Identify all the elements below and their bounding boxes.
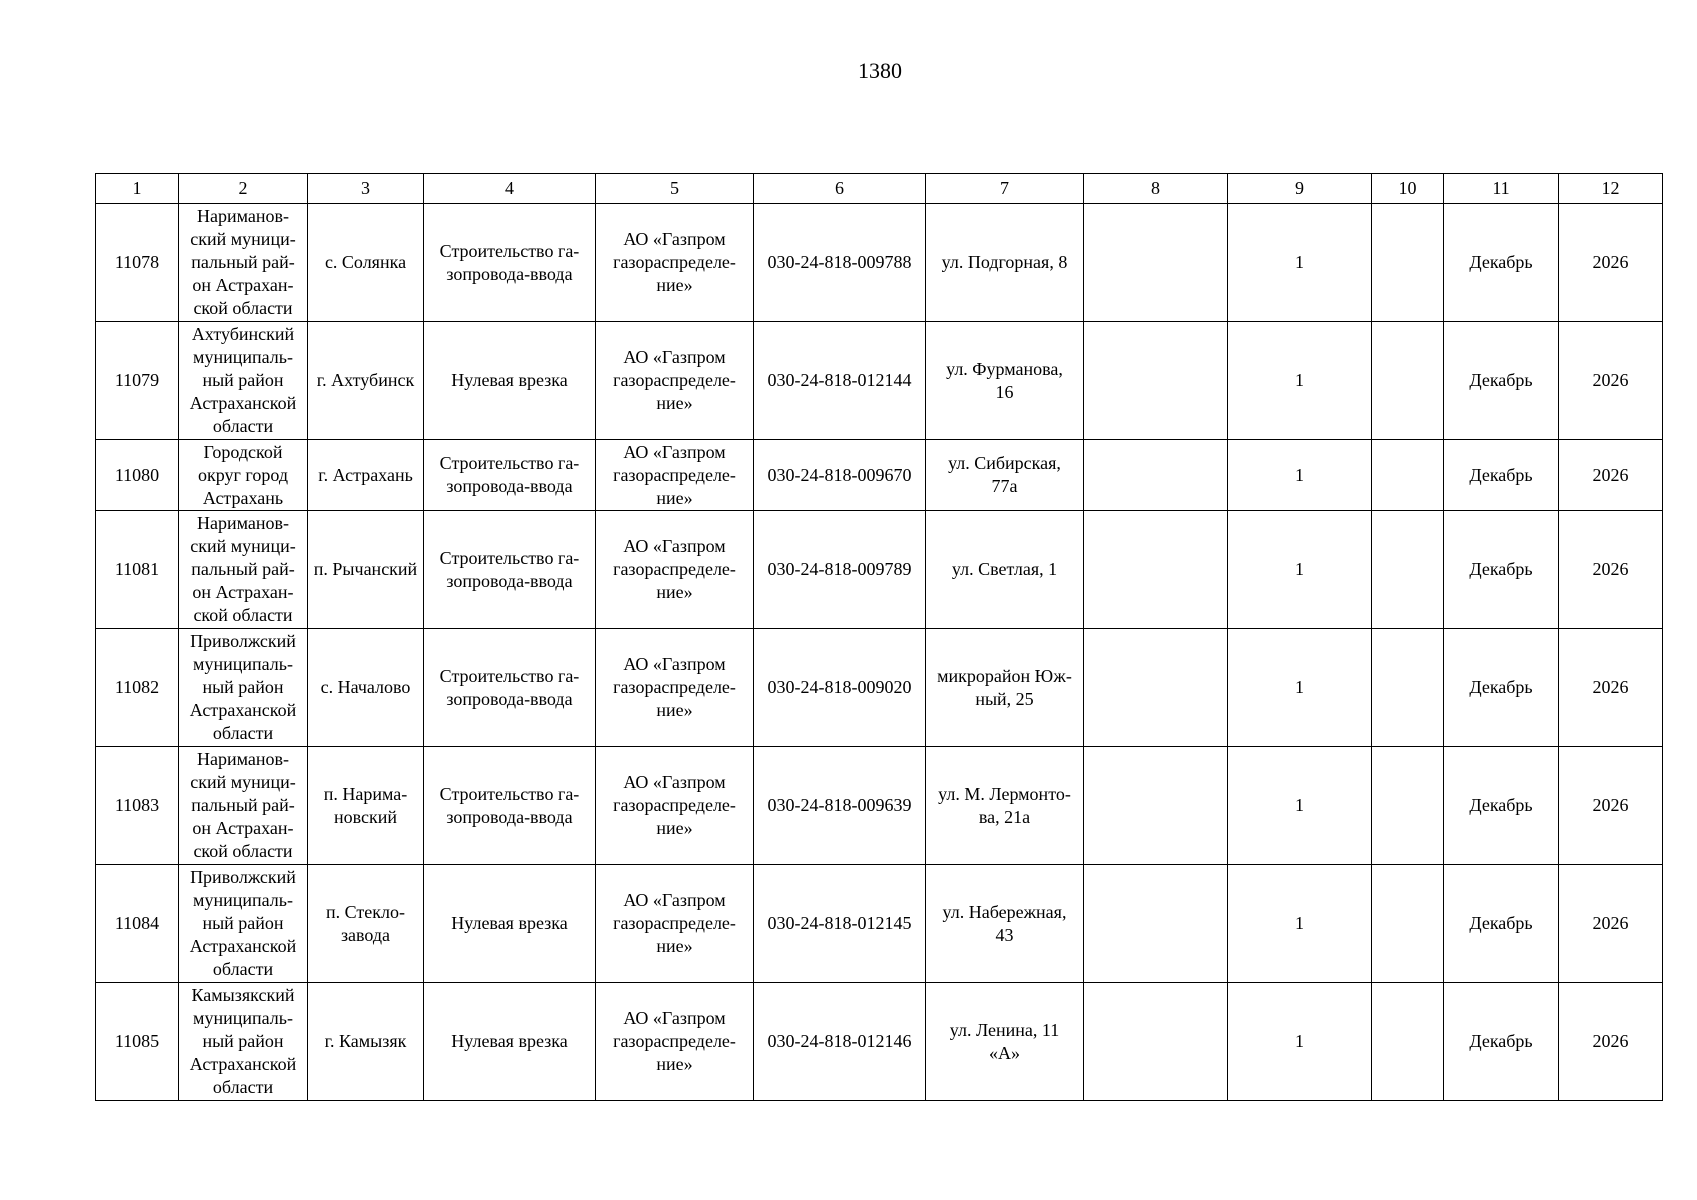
column-header: 9: [1228, 174, 1372, 204]
table-cell: 11081: [96, 511, 179, 629]
column-header: 6: [754, 174, 926, 204]
table-cell: п. Стекло- завода: [308, 865, 424, 983]
column-header: 1: [96, 174, 179, 204]
registry-table: [95, 173, 1663, 1101]
table-cell: ул. Набережная, 43: [926, 865, 1084, 983]
table-cell: 2026: [1559, 440, 1663, 511]
table-cell: АО «Газпром газораспределе- ние»: [596, 983, 754, 1101]
table-cell: [1372, 322, 1444, 440]
page-number: 1380: [858, 58, 902, 83]
table-cell: 1: [1228, 983, 1372, 1101]
table-cell: г. Астрахань: [308, 440, 424, 511]
table-cell: микрорайон Юж- ный, 25: [926, 629, 1084, 747]
table-row: [96, 983, 1663, 1101]
table-cell: [1372, 629, 1444, 747]
table-cell: ул. Фурманова, 16: [926, 322, 1084, 440]
table-cell: [1084, 511, 1228, 629]
column-header: 12: [1559, 174, 1663, 204]
table-cell: ул. Ленина, 11 «А»: [926, 983, 1084, 1101]
table-row: [96, 511, 1663, 629]
column-header: 11: [1444, 174, 1559, 204]
table-cell: АО «Газпром газораспределе- ние»: [596, 629, 754, 747]
table-cell: 1: [1228, 747, 1372, 865]
table-cell: Декабрь: [1444, 983, 1559, 1101]
table-cell: Нариманов- ский муници- пальный рай- он Астрахан- ской области: [179, 511, 308, 629]
table-cell: [1084, 983, 1228, 1101]
table-cell: с. Началово: [308, 629, 424, 747]
table-cell: 1: [1228, 322, 1372, 440]
table-cell: 2026: [1559, 629, 1663, 747]
column-header: 5: [596, 174, 754, 204]
table-cell: 1: [1228, 865, 1372, 983]
table-cell: 2026: [1559, 322, 1663, 440]
table-cell: [1372, 440, 1444, 511]
table-cell: 2026: [1559, 204, 1663, 322]
table-cell: Нариманов- ский муници- пальный рай- он Астрахан- ской области: [179, 204, 308, 322]
table-cell: АО «Газпром газораспределе- ние»: [596, 322, 754, 440]
table-cell: 030-24-818-012146: [754, 983, 926, 1101]
table-cell: 11085: [96, 983, 179, 1101]
table-cell: 2026: [1559, 511, 1663, 629]
table-cell: [1372, 747, 1444, 865]
table-cell: [1084, 440, 1228, 511]
table-cell: 2026: [1559, 747, 1663, 865]
table-row: [96, 629, 1663, 747]
table-cell: 030-24-818-009670: [754, 440, 926, 511]
table-row: [96, 204, 1663, 322]
table-cell: 1: [1228, 440, 1372, 511]
table-cell: 2026: [1559, 983, 1663, 1101]
table-cell: 030-24-818-012145: [754, 865, 926, 983]
table-cell: 11079: [96, 322, 179, 440]
table-row: [96, 747, 1663, 865]
table-cell: 030-24-818-009789: [754, 511, 926, 629]
table-cell: АО «Газпром газораспределе- ние»: [596, 440, 754, 511]
table-cell: АО «Газпром газораспределе- ние»: [596, 865, 754, 983]
table-cell: [1372, 865, 1444, 983]
table-row: [96, 322, 1663, 440]
column-header: 8: [1084, 174, 1228, 204]
table-cell: Нариманов- ский муници- пальный рай- он Астрахан- ской области: [179, 747, 308, 865]
table-cell: 030-24-818-012144: [754, 322, 926, 440]
table-cell: с. Солянка: [308, 204, 424, 322]
table-cell: 1: [1228, 511, 1372, 629]
table-cell: Декабрь: [1444, 629, 1559, 747]
table-row: [96, 865, 1663, 983]
table-cell: Декабрь: [1444, 440, 1559, 511]
table-cell: [1084, 865, 1228, 983]
table-cell: 1: [1228, 204, 1372, 322]
table-cell: ул. Светлая, 1: [926, 511, 1084, 629]
table-cell: [1372, 204, 1444, 322]
table-row: [96, 440, 1663, 511]
table-cell: 030-24-818-009020: [754, 629, 926, 747]
table-cell: г. Камызяк: [308, 983, 424, 1101]
table-cell: АО «Газпром газораспределе- ние»: [596, 511, 754, 629]
table-cell: Декабрь: [1444, 747, 1559, 865]
column-header: 4: [424, 174, 596, 204]
table-cell: 11083: [96, 747, 179, 865]
table-cell: Нулевая врезка: [424, 865, 596, 983]
table-cell: 1: [1228, 629, 1372, 747]
column-header: 10: [1372, 174, 1444, 204]
table-cell: ул. М. Лермонто- ва, 21а: [926, 747, 1084, 865]
column-header: 2: [179, 174, 308, 204]
table-cell: 11082: [96, 629, 179, 747]
table-cell: Строительство га- зопровода-ввода: [424, 440, 596, 511]
table-cell: 2026: [1559, 865, 1663, 983]
table-cell: Ахтубинский муниципаль- ный район Астраханской области: [179, 322, 308, 440]
table-cell: Приволжский муниципаль- ный район Астраханской области: [179, 629, 308, 747]
table-cell: Строительство га- зопровода-ввода: [424, 204, 596, 322]
table-cell: Нулевая врезка: [424, 983, 596, 1101]
table-cell: [1372, 511, 1444, 629]
table-cell: ул. Сибирская, 77а: [926, 440, 1084, 511]
table-cell: Приволжский муниципаль- ный район Астраханской области: [179, 865, 308, 983]
table-cell: Строительство га- зопровода-ввода: [424, 747, 596, 865]
table-cell: Декабрь: [1444, 204, 1559, 322]
table-cell: Городской округ город Астрахань: [179, 440, 308, 511]
table-cell: 11080: [96, 440, 179, 511]
table-cell: [1372, 983, 1444, 1101]
table-cell: ул. Подгорная, 8: [926, 204, 1084, 322]
table-cell: [1084, 204, 1228, 322]
table-cell: АО «Газпром газораспределе- ние»: [596, 747, 754, 865]
table-cell: [1084, 747, 1228, 865]
table-body: [96, 204, 1663, 1101]
table-cell: п. Рычанский: [308, 511, 424, 629]
table-cell: Декабрь: [1444, 865, 1559, 983]
table-cell: 11078: [96, 204, 179, 322]
table-cell: Строительство га- зопровода-ввода: [424, 629, 596, 747]
table-cell: г. Ахтубинск: [308, 322, 424, 440]
table-header-row: [96, 174, 1663, 204]
table-cell: [1084, 322, 1228, 440]
table-cell: 030-24-818-009639: [754, 747, 926, 865]
table-cell: АО «Газпром газораспределе- ние»: [596, 204, 754, 322]
table-cell: Строительство га- зопровода-ввода: [424, 511, 596, 629]
column-header: 3: [308, 174, 424, 204]
table-cell: [1084, 629, 1228, 747]
table-cell: 030-24-818-009788: [754, 204, 926, 322]
table-cell: Нулевая врезка: [424, 322, 596, 440]
table-cell: Декабрь: [1444, 511, 1559, 629]
column-header: 7: [926, 174, 1084, 204]
table-cell: п. Нарима- новский: [308, 747, 424, 865]
table-cell: Камызякский муниципаль- ный район Астраханской области: [179, 983, 308, 1101]
table-cell: 11084: [96, 865, 179, 983]
table-cell: Декабрь: [1444, 322, 1559, 440]
